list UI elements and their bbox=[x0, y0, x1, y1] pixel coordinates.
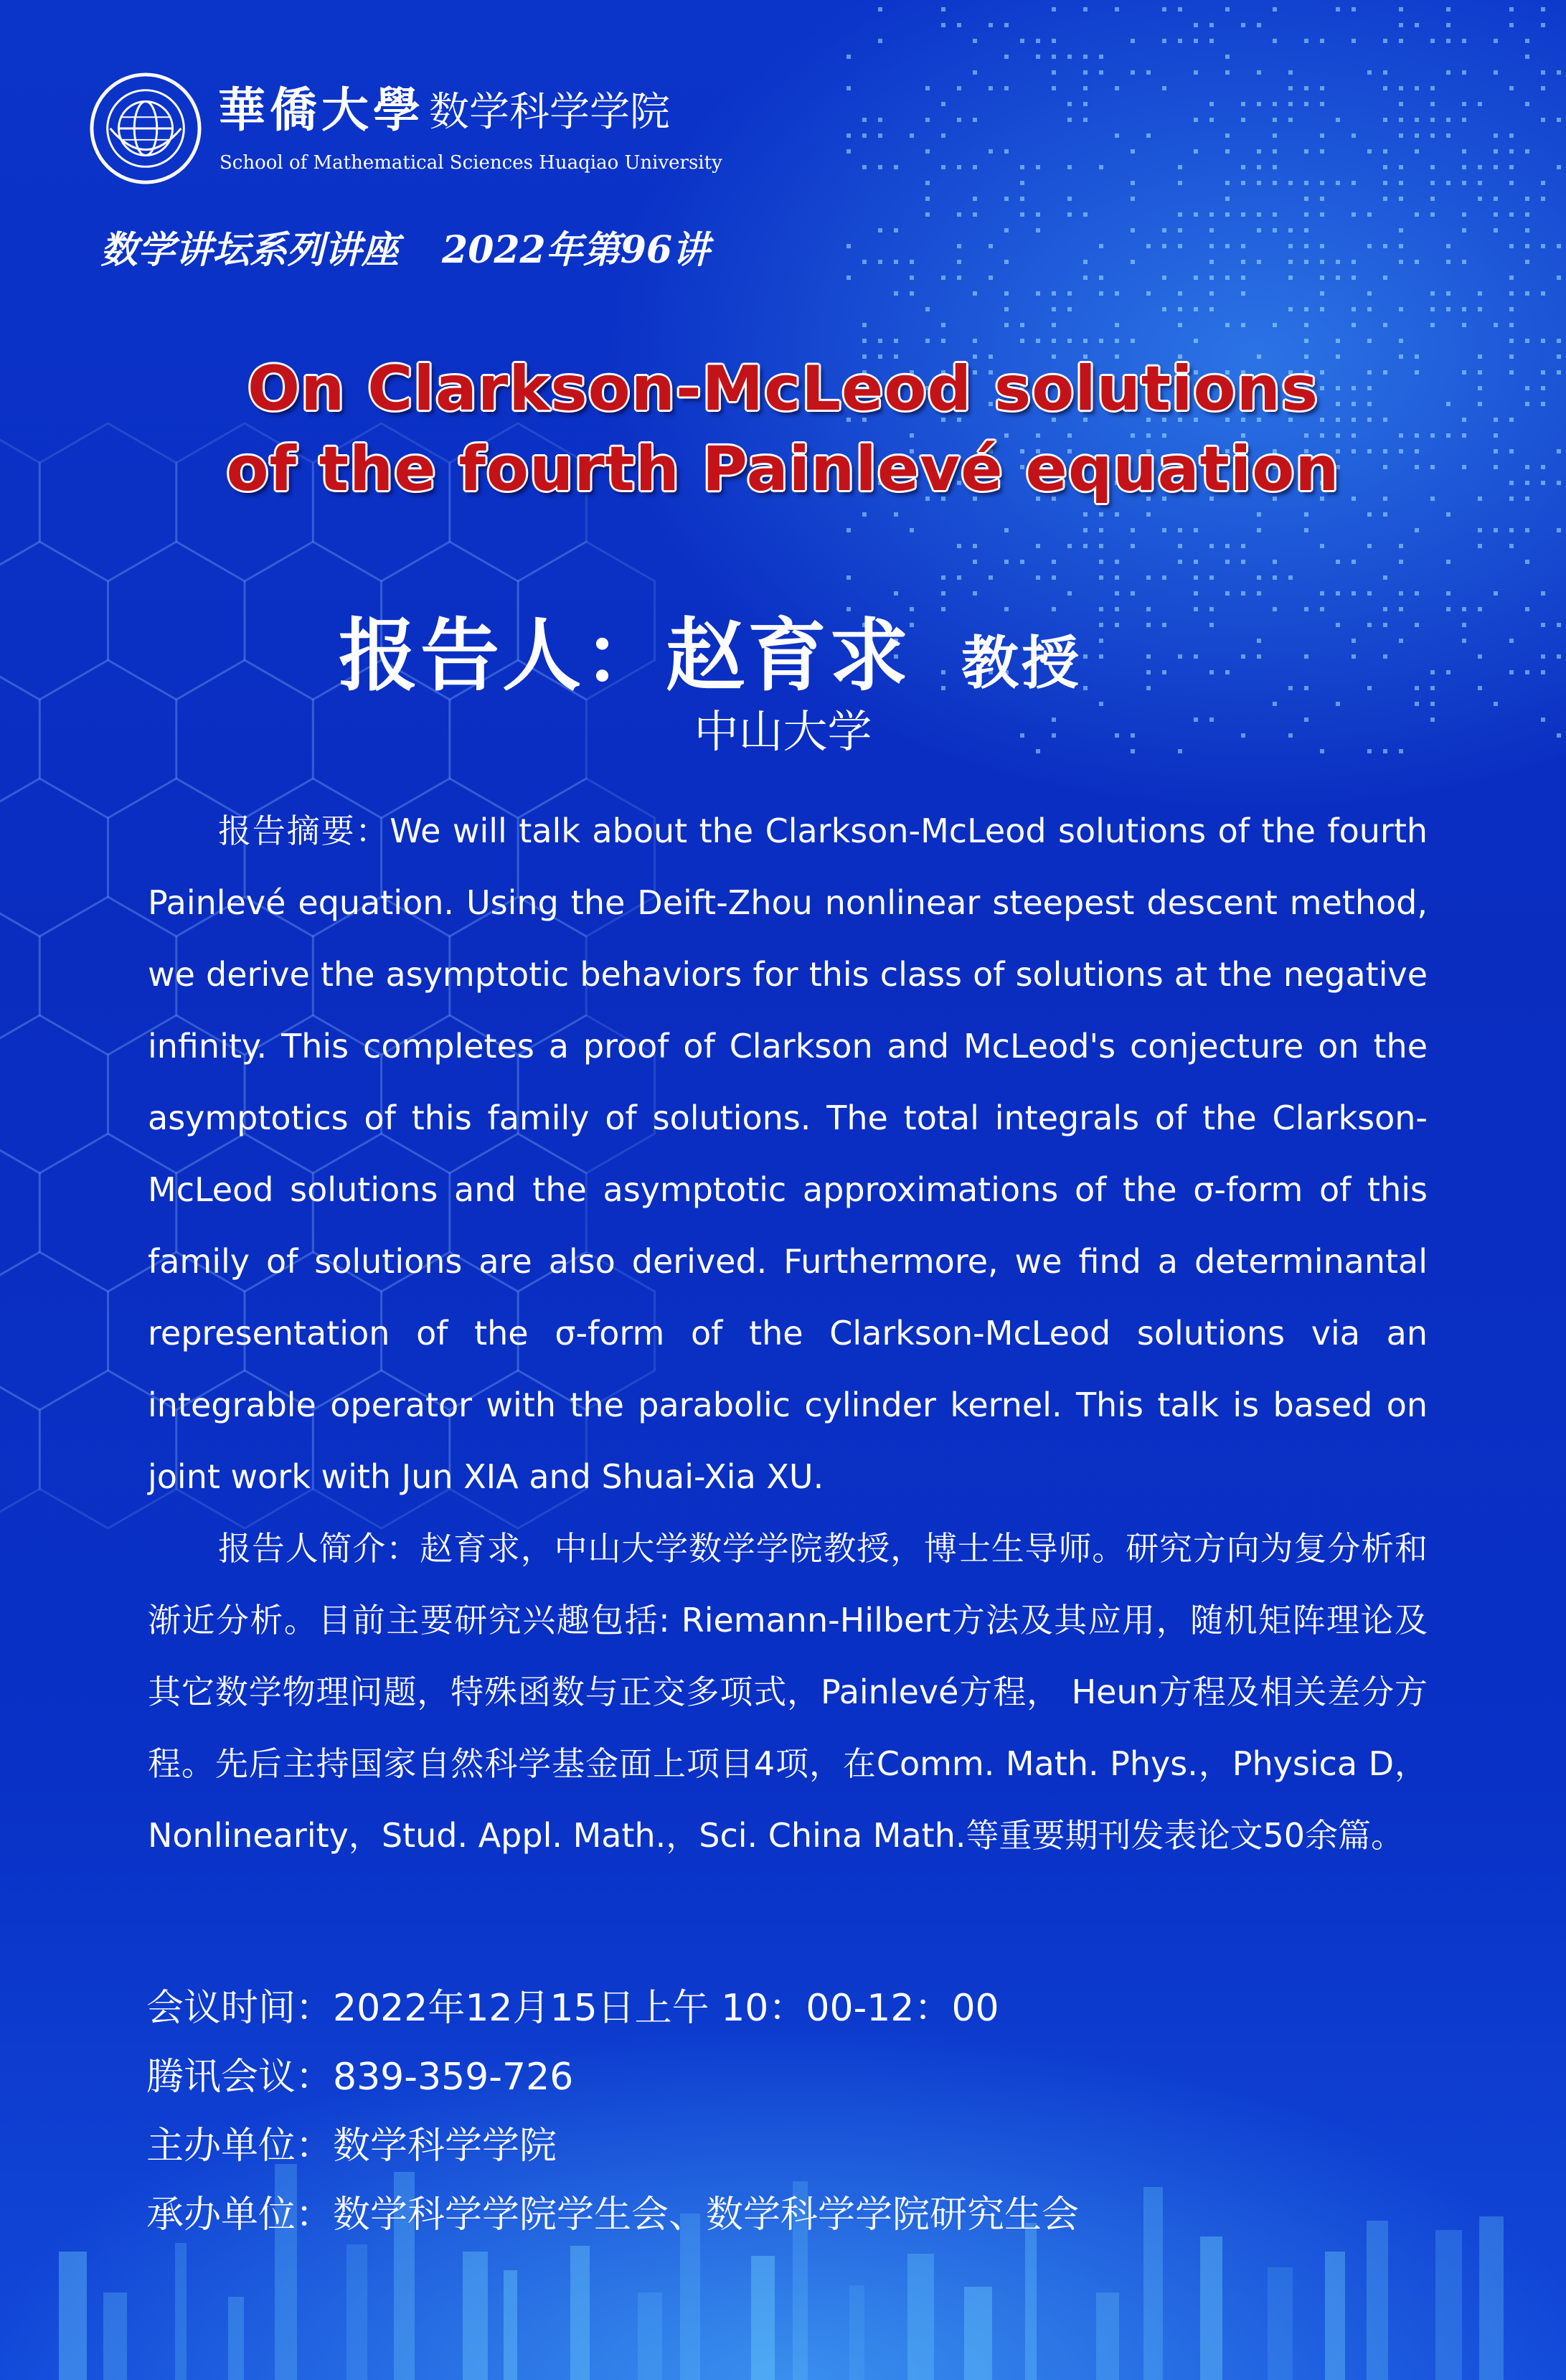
meeting-time: 会议时间：2022年12月15日上午 10：00-12：00 bbox=[146, 1987, 999, 2030]
speaker-line bbox=[339, 593, 1082, 706]
abstract-paragraph bbox=[148, 795, 1428, 1513]
school-name-english: School of Mathematical Sciences Huaqiao University bbox=[220, 152, 722, 174]
lecture-series bbox=[100, 220, 709, 273]
bio-label: 报告人简介： bbox=[218, 1529, 420, 1568]
school-name: 数学科学学院 bbox=[429, 89, 670, 136]
talk-title-line-1: On Clarkson-McLeod solutions bbox=[247, 353, 1319, 425]
university-logo-icon bbox=[89, 72, 202, 185]
organizer-unit: 承办单位：数学科学学院学生会、数学科学学院研究生会 bbox=[146, 2193, 1080, 2236]
bio-text: 赵育求，中山大学数学学院教授，博士生导师。研究方向为复分析和渐近分析。目前主要研究兴趣包括: Riemann-Hilbert方法及其应用，随机矩阵理论及其它数学物理问题，特殊函数与正交多项式，Painlevé方程， Heun方程及相关差分方程。先后主持国家自然科学基金面上项目4项，在Comm. Math. Phys.，Physica D，Nonlinearity，Stud. Appl. Math.，Sci. China Math.等重要期刊发表论文50余篇。 bbox=[148, 1529, 1428, 1855]
series-number: 2022年第96讲 bbox=[442, 228, 710, 272]
university-name: 華僑大學 bbox=[218, 82, 425, 138]
speaker-title: 教授 bbox=[961, 630, 1082, 697]
abstract-text: We will talk about the Clarkson-McLeod solutions of the fourth Painlevé equation. Using the Deift-Zhou nonlinear steepest descent method, we derive the asymptotic behaviors for this class of solutions at the negative infinity. This completes a proof of Clarkson and McLeod's conjecture on the asymptotics of this family of solutions. The total integrals of the Clarkson-McLeod solutions and the asymptotic approximations of the σ-form of this family of solutions are also derived. Furthermore, we find a determinantal representation of the σ-form of the Clarkson-McLeod solutions via an integrable operator with the parabolic cylinder kernel. This talk is based on joint work with Jun XIA and Shuai-Xia XU. bbox=[148, 812, 1428, 1496]
speaker-label: 报告人： bbox=[339, 610, 666, 702]
speaker-name: 赵育求 bbox=[666, 610, 911, 702]
bio-paragraph bbox=[148, 1513, 1428, 1871]
abstract-label: 报告摘要： bbox=[218, 812, 390, 850]
talk-title-line-2: of the fourth Painlevé equation bbox=[226, 433, 1340, 505]
speaker-affiliation: 中山大学 bbox=[694, 705, 872, 758]
series-name: 数学讲坛系列讲座 bbox=[100, 228, 400, 272]
host-unit: 主办单位：数学科学学院 bbox=[146, 2125, 557, 2168]
tencent-meeting-id: 腾讯会议：839-359-726 bbox=[146, 2056, 574, 2099]
